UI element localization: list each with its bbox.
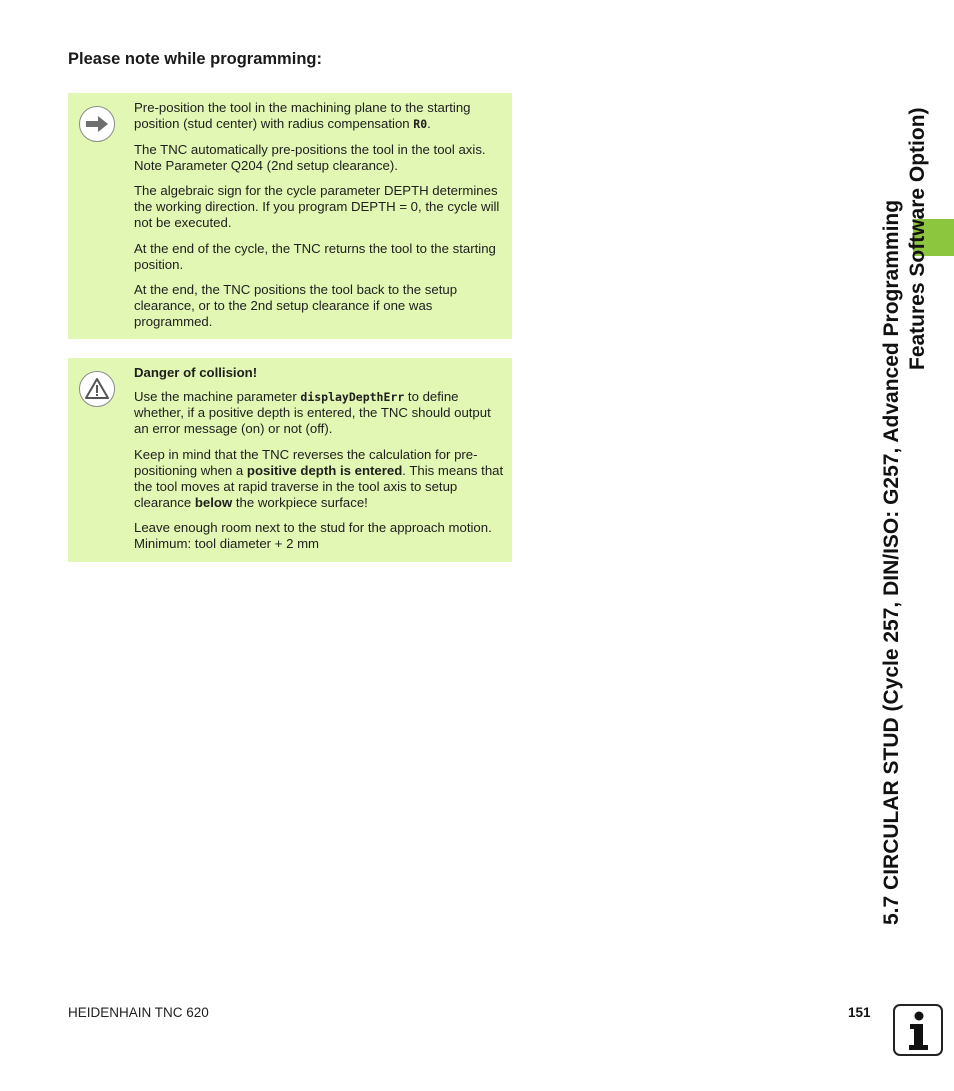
- note-paragraph-1: Pre-position the tool in the machining plane to the starting position (stud center) with radius compensation R0.: [134, 100, 471, 131]
- warning-paragraph-3: Leave enough room next to the stud for the approach motion. Minimum: tool diameter + 2 mm: [134, 520, 492, 551]
- note-paragraph-3: The algebraic sign for the cycle parameter DEPTH determines the working direction. If you program DEPTH = 0, the cycle will not be executed.: [134, 183, 500, 230]
- note-paragraph-2: The TNC automatically pre-positions the tool in the tool axis. Note Parameter Q204 (2nd setup clearance).: [134, 141, 486, 173]
- side-title-line-1: 5.7 CIRCULAR STUD (Cycle 257, DIN/ISO: G257, Advanced Programming: [880, 199, 903, 925]
- note-paragraph-4: At the end of the cycle, the TNC returns the tool to the starting position.: [134, 240, 496, 272]
- note-box: [68, 93, 512, 339]
- warning-triangle-icon: [79, 371, 115, 407]
- warning-box: [68, 358, 512, 562]
- page-number: 151: [848, 1005, 871, 1020]
- info-icon: [893, 1004, 943, 1056]
- code-r0: R0: [413, 117, 428, 131]
- warning-title: Danger of collision!: [134, 365, 258, 380]
- warning-paragraph-1: Use the machine parameter displayDepthErr to define whether, if a positive depth is entered, the TNC should output an error message (on) or not (off).: [134, 389, 491, 436]
- manual-name: HEIDENHAIN TNC 620: [68, 1005, 209, 1020]
- arrow-right-icon: [79, 106, 115, 142]
- code-display-depth-err: displayDepthErr: [300, 390, 405, 404]
- chapter-side-title: [879, 25, 931, 925]
- side-title-line-2: Features Software Option): [906, 107, 929, 370]
- note-paragraph-5: At the end, the TNC positions the tool back to the setup clearance, or to the 2nd setup clearance if one was programmed.: [134, 282, 458, 329]
- warning-paragraph-2: Keep in mind that the TNC reverses the calculation for pre-positioning when a positive depth is entered. This means that the tool moves at rapid traverse in the tool axis to setup clearance below the workpiece surface!: [134, 446, 504, 510]
- section-heading: Please note while programming:: [68, 50, 322, 68]
